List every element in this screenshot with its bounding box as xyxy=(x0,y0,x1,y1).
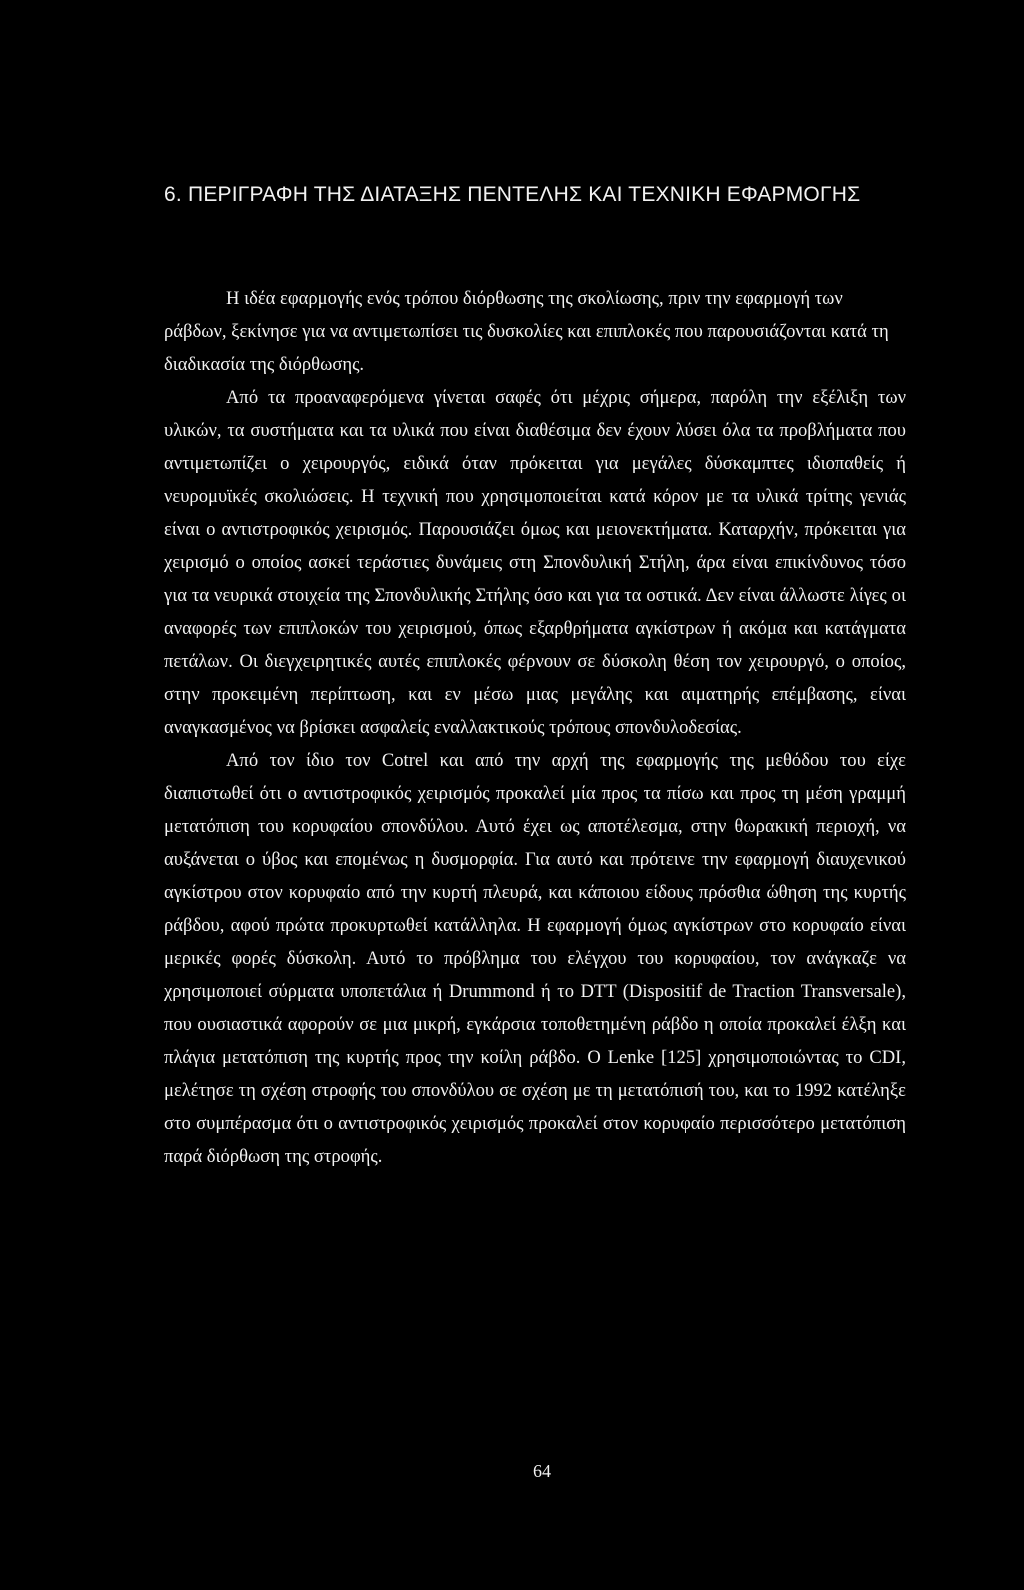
paragraph-intro: Η ιδέα εφαρμογής ενός τρόπου διόρθωσης της σκολίωσης, πριν την εφαρμογή των ράβδων, ξεκίνησε για να αντιμετωπίσει τις δυσκολίες και επιπλοκές που παρουσιάζονται κατά τη διαδικασία της διόρθωσης. xyxy=(164,288,889,375)
section-heading: 6. ΠΕΡΙΓΡΑΦΗ ΤΗΣ ΔΙΑΤΑΞΗΣ ΠΕΝΤΕΛΗΣ ΚΑΙ ΤΕΧΝΙΚΗ ΕΦΑΡΜΟΓΗΣ xyxy=(164,183,861,206)
paragraph-cotrel: Από τον ίδιο τον Cotrel και από την αρχή της εφαρμογής της μεθόδου του είχε διαπιστωθεί ότι ο αντιστροφικός χειρισμός προκαλεί μία προς τα πίσω και προς τη μέση γραμμή μετατόπιση του κορυφαίου σπονδύλου. Αυτό έχει ως αποτέλεσμα, στην θωρακική περιοχή, να αυξάνεται ο ύβος και επομένως η δυσμορφία. Για αυτό και πρότεινε την εφαρμογή διαυχενικού αγκίστρου στον κορυφαίο από την κυρτή πλευρά, και κάποιου είδους πρόσθια ώθηση της κυρτής ράβδου, αφού πρώτα προκυρτωθεί κατάλληλα. Η εφαρμογή όμως αγκίστρων στο κορυφαίο είναι μερικές φορές δύσκολη. Αυτό το πρόβλημα του ελέγχου του κορυφαίου, τον ανάγκαζε να χρησιμοποιεί σύρματα υποπετάλια ή Drummond ή το DTT (Dispositif de Traction Transversale), που ουσιαστικά αφορούν σε μια μικρή, εγκάρσια τοποθετημένη ράβδο η οποία προκαλεί έλξη και πλάγια μετατόπιση της κυρτής προς την κοίλη ράβδο. Ο Lenke [125] χρησιμοποιώντας το CDI, μελέτησε τη σχέση στροφής του σπονδύλου σε σχέση με τη μετατόπισή του, και το 1992 κατέληξε στο συμπέρασμα ότι ο αντιστροφικός χειρισμός προκαλεί στον κορυφαίο περισσότερο μετατόπιση παρά διόρθωση της στροφής. xyxy=(164,750,906,1167)
paragraph-problems: Από τα προαναφερόμενα γίνεται σαφές ότι μέχρις σήμερα, παρόλη την εξέλιξη των υλικών, τα συστήματα και τα υλικά που είναι διαθέσιμα δεν έχουν λύσει όλα τα προβλήματα που αντιμετωπίζει ο χειρουργός, ειδικά όταν πρόκειται για μεγάλες δύσκαμπτες ιδιοπαθείς ή νευρομυϊκές σκολιώσεις. Η τεχνική που χρησιμοποιείται κατά κόρον με τα υλικά τρίτης γενιάς είναι ο αντιστροφικός χειρισμός. Παρουσιάζει όμως και μειονεκτήματα. Καταρχήν, πρόκειται για χειρισμό ο οποίος ασκεί τεράστιες δυνάμεις στη Σπονδυλική Στήλη, άρα είναι επικίνδυνος τόσο για τα νευρικά στοιχεία της Σπονδυλικής Στήλης όσο και για τα οστικά. Δεν είναι άλλωστε λίγες οι αναφορές των επιπλοκών του χειρισμού, όπως εξαρθρήματα αγκίστρων ή ακόμα και κατάγματα πετάλων. Οι διεγχειρητικές αυτές επιπλοκές φέρνουν σε δύσκολη θέση τον χειρουργό, ο οποίος, στην προκειμένη περίπτωση, και εν μέσω μιας μεγάλης και αιματηρής επέμβασης, είναι αναγκασμένος να βρίσκει ασφαλείς εναλλακτικούς τρόπους σπονδυλοδεσίας. xyxy=(164,387,906,738)
body-text xyxy=(164,282,906,1173)
page-number: 64 xyxy=(533,1461,551,1481)
